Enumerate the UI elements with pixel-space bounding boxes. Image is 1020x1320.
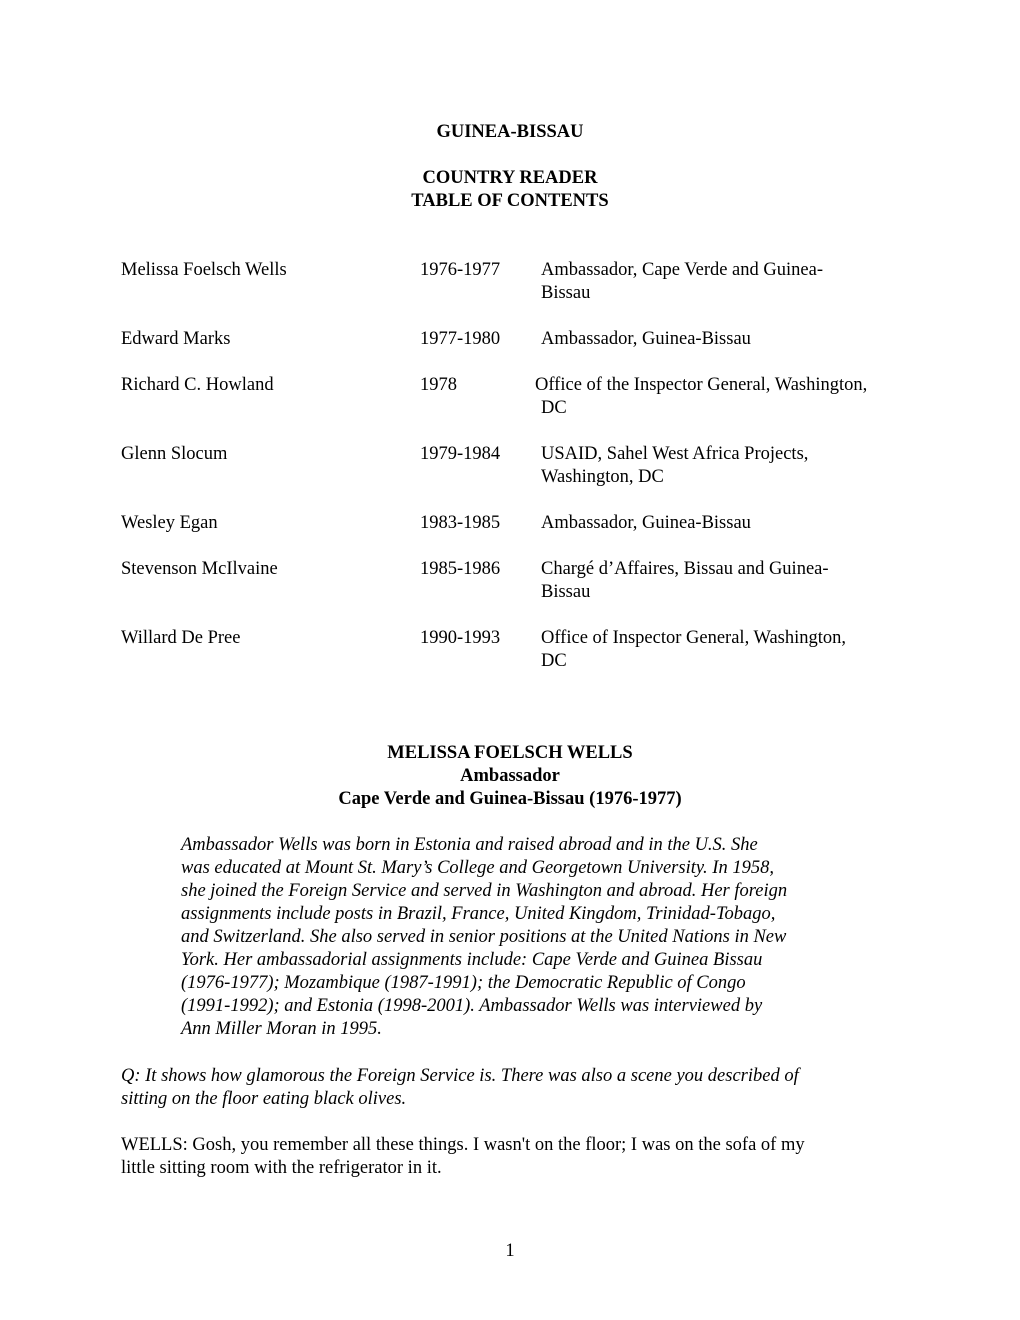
toc-entry-role-line1: USAID, Sahel West Africa Projects, [541, 444, 809, 464]
toc-entry-role [535, 374, 905, 420]
toc-entry-name: Glenn Slocum [121, 444, 228, 464]
question-line: sitting on the floor eating black olives. [121, 1089, 407, 1109]
toc-entry-role-line1: Ambassador, Guinea-Bissau [541, 513, 751, 533]
toc-entry-years: 1985-1986 [420, 559, 501, 579]
toc-entry-role-line1: Chargé d’Affaires, Bissau and Guinea- [541, 559, 829, 579]
toc-entry-role [541, 259, 911, 305]
bio-line: and Switzerland. She also served in senior positions at the United Nations in New [181, 927, 787, 947]
page-number: 1 [505, 1241, 515, 1261]
toc-entry-role [541, 328, 911, 351]
bio-paragraph [181, 834, 861, 1041]
section-post: Cape Verde and Guinea-Bissau (1976-1977) [338, 789, 682, 809]
bio-line: (1991-1992); and Estonia (1998-2001). Ambassador Wells was interviewed by [181, 996, 763, 1016]
toc-entry-role-line1: Ambassador, Guinea-Bissau [541, 329, 751, 349]
toc-entry-role [541, 443, 911, 489]
toc-entry-years: 1976-1977 [420, 260, 501, 280]
toc-entry-years: 1978 [420, 375, 457, 395]
bio-line: (1976-1977); Mozambique (1987-1991); the Democratic Republic of Congo [181, 973, 746, 993]
bio-line: Ambassador Wells was born in Estonia and raised abroad and in the U.S. She [181, 835, 758, 855]
toc-entry-name: Wesley Egan [121, 513, 218, 533]
bio-line: Ann Miller Moran in 1995. [181, 1019, 382, 1039]
bio-line: was educated at Mount St. Mary’s College and Georgetown University. In 1958, [181, 858, 774, 878]
answer-paragraph [121, 1134, 881, 1180]
question-line: Q: It shows how glamorous the Foreign Service is. There was also a scene you described of [121, 1066, 799, 1086]
toc-entry-role-line2: Washington, DC [541, 467, 664, 487]
toc-entry-name: Richard C. Howland [121, 375, 274, 395]
toc-entry-years: 1990-1993 [420, 628, 501, 648]
section-name: MELISSA FOELSCH WELLS [387, 743, 633, 763]
toc-entry-name: Melissa Foelsch Wells [121, 260, 287, 280]
toc-entry-role [541, 627, 911, 673]
toc-entry-role-line1: Office of Inspector General, Washington, [541, 628, 847, 648]
country-title: GUINEA-BISSAU [436, 122, 584, 142]
toc-entry-name: Edward Marks [121, 329, 231, 349]
toc-entry-years: 1977-1980 [420, 329, 501, 349]
toc-title: TABLE OF CONTENTS [411, 191, 609, 211]
toc-entry-name: Willard De Pree [121, 628, 241, 648]
toc-entry-role-line2: DC [541, 398, 567, 418]
answer-line: WELLS: Gosh, you remember all these things. I wasn't on the floor; I was on the sofa of my [121, 1135, 805, 1155]
toc-entry-role [541, 512, 911, 535]
bio-line: assignments include posts in Brazil, France, United Kingdom, Trinidad-Tobago, [181, 904, 776, 924]
toc-entry-role [541, 558, 911, 604]
toc-entry-role-line2: Bissau [541, 283, 591, 303]
bio-line: she joined the Foreign Service and served in Washington and abroad. Her foreign [181, 881, 788, 901]
toc-entry-name: Stevenson McIlvaine [121, 559, 278, 579]
question-paragraph [121, 1065, 881, 1111]
toc-entry-years: 1983-1985 [420, 513, 501, 533]
answer-line: little sitting room with the refrigerator in it. [121, 1158, 442, 1178]
bio-line: York. Her ambassadorial assignments include: Cape Verde and Guinea Bissau [181, 950, 763, 970]
toc-entry-role-line2: DC [541, 651, 567, 671]
toc-entry-role-line2: Bissau [541, 582, 591, 602]
toc-entry-role-line1: Office of the Inspector General, Washington, [535, 375, 868, 395]
reader-title: COUNTRY READER [422, 168, 598, 188]
toc-entry-role-line1: Ambassador, Cape Verde and Guinea- [541, 260, 823, 280]
section-title: Ambassador [460, 766, 560, 786]
toc-entry-years: 1979-1984 [420, 444, 501, 464]
